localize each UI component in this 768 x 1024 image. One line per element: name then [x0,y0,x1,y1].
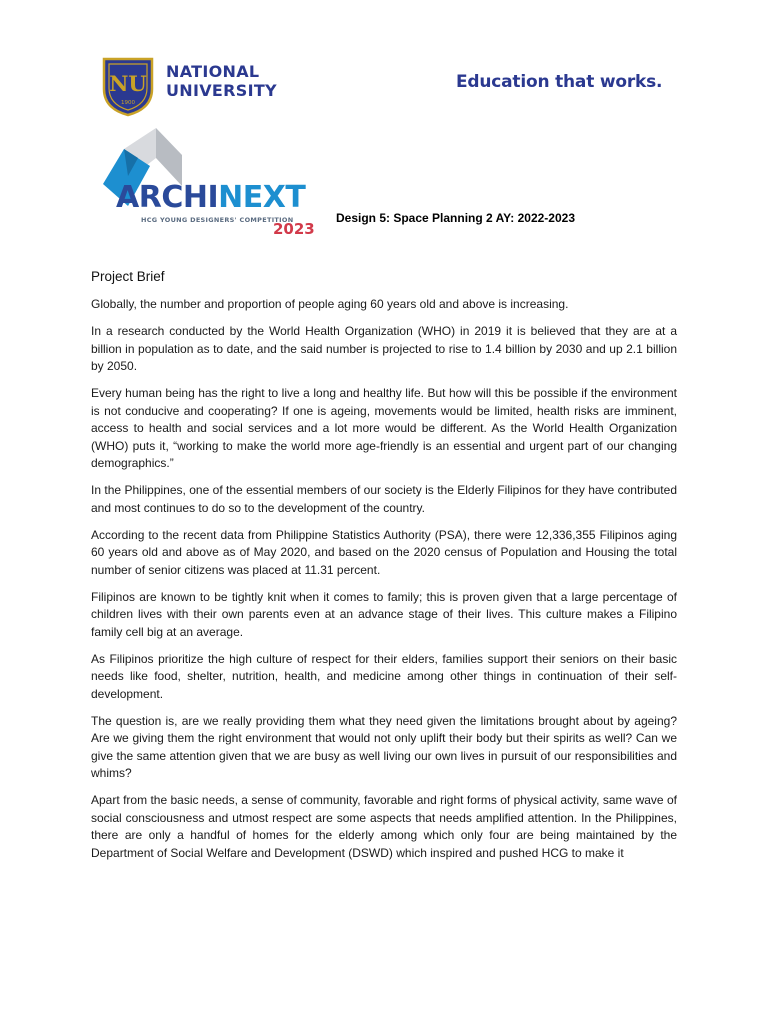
university-name-line2: UNIVERSITY [166,81,277,100]
archinext-word-part2: NEXT [218,180,306,215]
brief-paragraph: Every human being has the right to live a long and healthy life. But how will this be possible if the environment is not conducive and cooperating? If one is ageing, movements would be limited, health risks are imminent, access to health and social services and a lot more would be different. As the World Health Organization (WHO) puts it, “working to make the world more age-friendly is an essential and urgent part of our changing demographics.” [91,386,677,470]
brief-paragraph: Apart from the basic needs, a sense of community, favorable and right forms of physical activity, same wave of social consciousness and utmost respect are some aspects that needs amplified attention. In the Philippines, there are only a handful of homes for the elderly among which only four are being maintained by the Department of Social Welfare and Development (DSWD) which inspired and pushed HCG to make it [91,793,677,860]
brief-paragraph: As Filipinos prioritize the high culture of respect for their elders, families support their seniors on their basic needs like food, shelter, nutrition, health, and medicine among other things in continuation of their self-development. [91,651,677,701]
brief-paragraph: In the Philippines, one of the essential members of our society is the Elderly Filipinos for they have contributed and most continues to do so to the development of the country. [91,483,677,515]
project-brief-title: Project Brief [91,269,165,284]
brief-paragraph: The question is, are we really providing them what they need given the limitations brought about by ageing? Are we giving them the right environment that would not only uplift their body but their spirits as well? Can we give the same attention given that we are busy as well living our own lives in pursuit of our responsibilities and whims? [91,713,677,780]
brief-paragraph: Filipinos are known to be tightly knit when it comes to family; this is proven given that a large percentage of children lives with their own parents even at an advance stage of their lives. This culture makes a Filipino family cell big at an average. [91,589,677,639]
course-heading: Design 5: Space Planning 2 AY: 2022-2023 [336,211,575,225]
university-name [166,62,277,100]
brief-paragraph: According to the recent data from Philippine Statistics Authority (PSA), there were 12,336,355 Filipinos aging 60 years old and above as of May 2020, and based on the 2020 census of Population and Housing the total number of senior citizens was placed at 11.31 percent. [91,527,677,577]
project-brief-section [91,269,677,872]
university-seal-logo [100,55,156,117]
archinext-word-part1: ARCHI [116,180,219,215]
seal-year: 1900 [121,100,135,106]
document-header [0,0,768,130]
seal-monogram: NU [109,71,147,96]
brief-paragraph: In a research conducted by the World Health Organization (WHO) in 2019 it is believed that they are at a billion in population as to date, and the said number is projected to rise to 1.4 billion by 2030 and up 2.1 billion by 2050. [91,324,677,373]
tagline: Education that works. [456,72,663,92]
brief-paragraph: Globally, the number and proportion of people aging 60 years old and above is increasing. [91,297,569,311]
university-name-line1: NATIONAL [166,62,260,81]
archinext-year: 2023 [273,220,315,238]
archinext-wordmark [116,181,305,215]
archinext-logo [98,128,313,238]
archinext-subtitle: HCG YOUNG DESIGNERS' COMPETITION [141,216,294,224]
